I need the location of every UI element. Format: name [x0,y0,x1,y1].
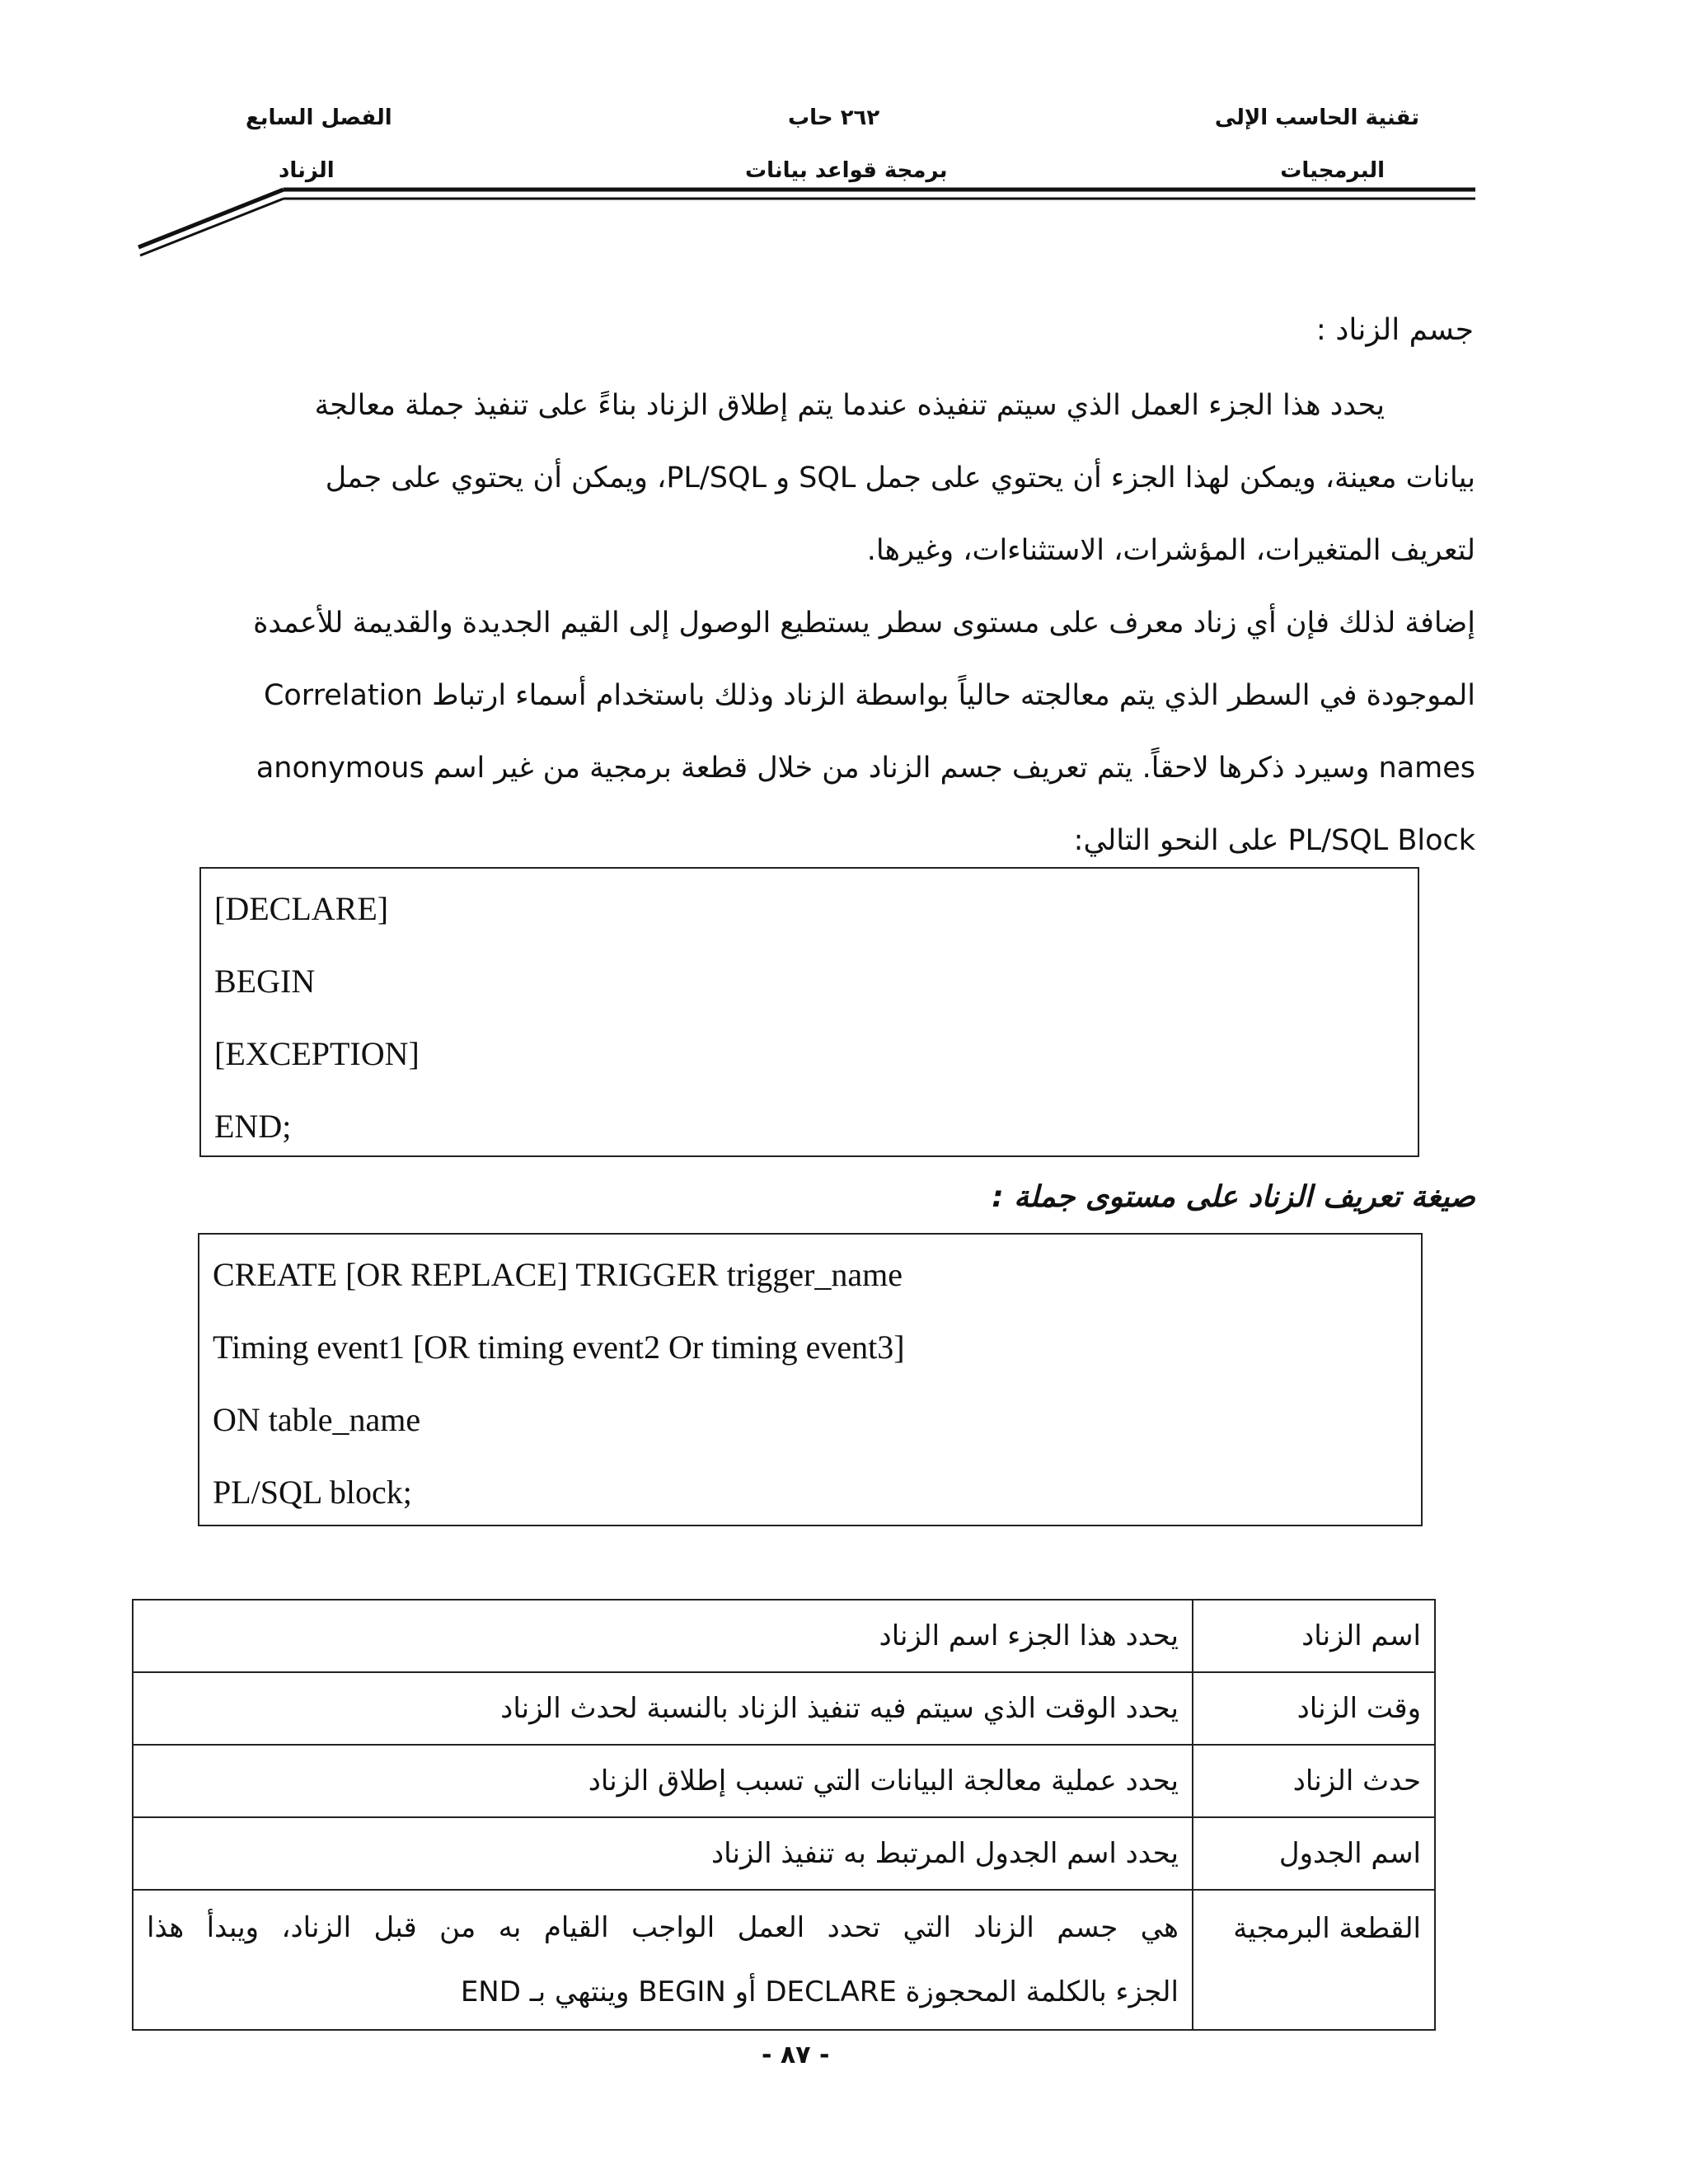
desc-cell: يحدد الوقت الذي سيتم فيه تنفيذ الزناد بالنسبة لحدث الزناد [133,1672,1193,1745]
desc-cell: يحدد عملية معالجة البيانات التي تسبب إطلاق الزناد [133,1745,1193,1817]
desc-cell: يحدد اسم الجدول المرتبط به تنفيذ الزناد [133,1817,1193,1890]
page-number: - ٨٧ - [762,2041,830,2069]
paragraph-1-line-1: يحدد هذا الجزء العمل الذي سيتم تنفيذه عندما يتم إطلاق الزناد بناءً على تنفيذ جملة معالجة [314,389,1385,422]
desc-line: الجزء بالكلمة المحجوزة DECLARE أو BEGIN وينتهي بـ END [460,1975,1179,2008]
section-heading: جسم الزناد : [1315,313,1474,347]
code-line: [DECLARE] [214,890,389,927]
paragraph-1 [147,369,1475,587]
term-cell: حدث الزناد [1193,1745,1435,1817]
code-line: PL/SQL block; [213,1474,412,1511]
paragraph-2-line-3: names وسيرد ذكرها لاحقاً. يتم تعريف جسم الزناد من خلال قطعة برمجية من غير اسم anonymous [256,752,1475,785]
header-rule [0,0,1688,280]
term-cell: اسم الزناد [1193,1600,1435,1672]
code-line: ON table_name [213,1401,421,1438]
code-line: Timing event1 [OR timing event2 Or timing event3] [213,1329,905,1366]
term-cell: اسم الجدول [1193,1817,1435,1890]
header-center-top: ٢٦٢ حاب [788,105,880,130]
table-row [133,1817,1435,1890]
term-cell: القطعة البرمجية [1193,1890,1435,2030]
term-cell: وقت الزناد [1193,1672,1435,1745]
code-line: BEGIN [214,963,316,1000]
header-left-bottom: الزناد [279,158,335,183]
table-row [133,1672,1435,1745]
desc-cell [133,1890,1193,2030]
paragraph-1-line-3: لتعريف المتغيرات، المؤشرات، الاستثناءات، وغيرها. [866,534,1475,567]
paragraph-2-line-1: إضافة لذلك فإن أي زناد معرف على مستوى سطر يستطيع الوصول إلى القيم الجديدة والقديمة للأعمدة [253,607,1475,640]
header-right-top: تقنية الحاسب الإلى [1214,105,1419,130]
syntax-heading: صيغة تعريف الزناد على مستوى جملة : [992,1180,1475,1214]
paragraph-2-line-2: الموجودة في السطر الذي يتم معالجته حالياً بواسطة الزناد وذلك باستخدام أسماء ارتباط Correlation [263,679,1475,712]
paragraph-1-line-2: بيانات معينة، ويمكن لهذا الجزء أن يحتوي على جمل SQL و PL/SQL، ويمكن أن يحتوي على جمل [325,462,1475,494]
paragraph-2-line-4: PL/SQL Block على النحو التالي: [1073,824,1475,857]
desc-line: هي جسم الزناد التي تحدد العمل الواجب القيام به من قبل الزناد، ويبدأ هذا [147,1911,1179,1944]
code-block-declare [199,867,1419,1157]
header-left-top: الفصل السابع [246,105,392,130]
table-row [133,1745,1435,1817]
code-block-syntax [198,1233,1423,1526]
header-center-bottom: برمجة قواعد بيانات [745,158,948,183]
code-line: END; [214,1108,292,1145]
header-right-bottom: البرمجيات [1280,158,1385,183]
desc-cell: يحدد هذا الجزء اسم الزناد [133,1600,1193,1672]
code-line: CREATE [OR REPLACE] TRIGGER trigger_name [213,1256,903,1293]
table-row [133,1600,1435,1672]
definitions-table [132,1599,1436,2031]
table-row [133,1890,1435,2030]
code-line: [EXCEPTION] [214,1035,420,1072]
paragraph-2 [147,587,1475,877]
